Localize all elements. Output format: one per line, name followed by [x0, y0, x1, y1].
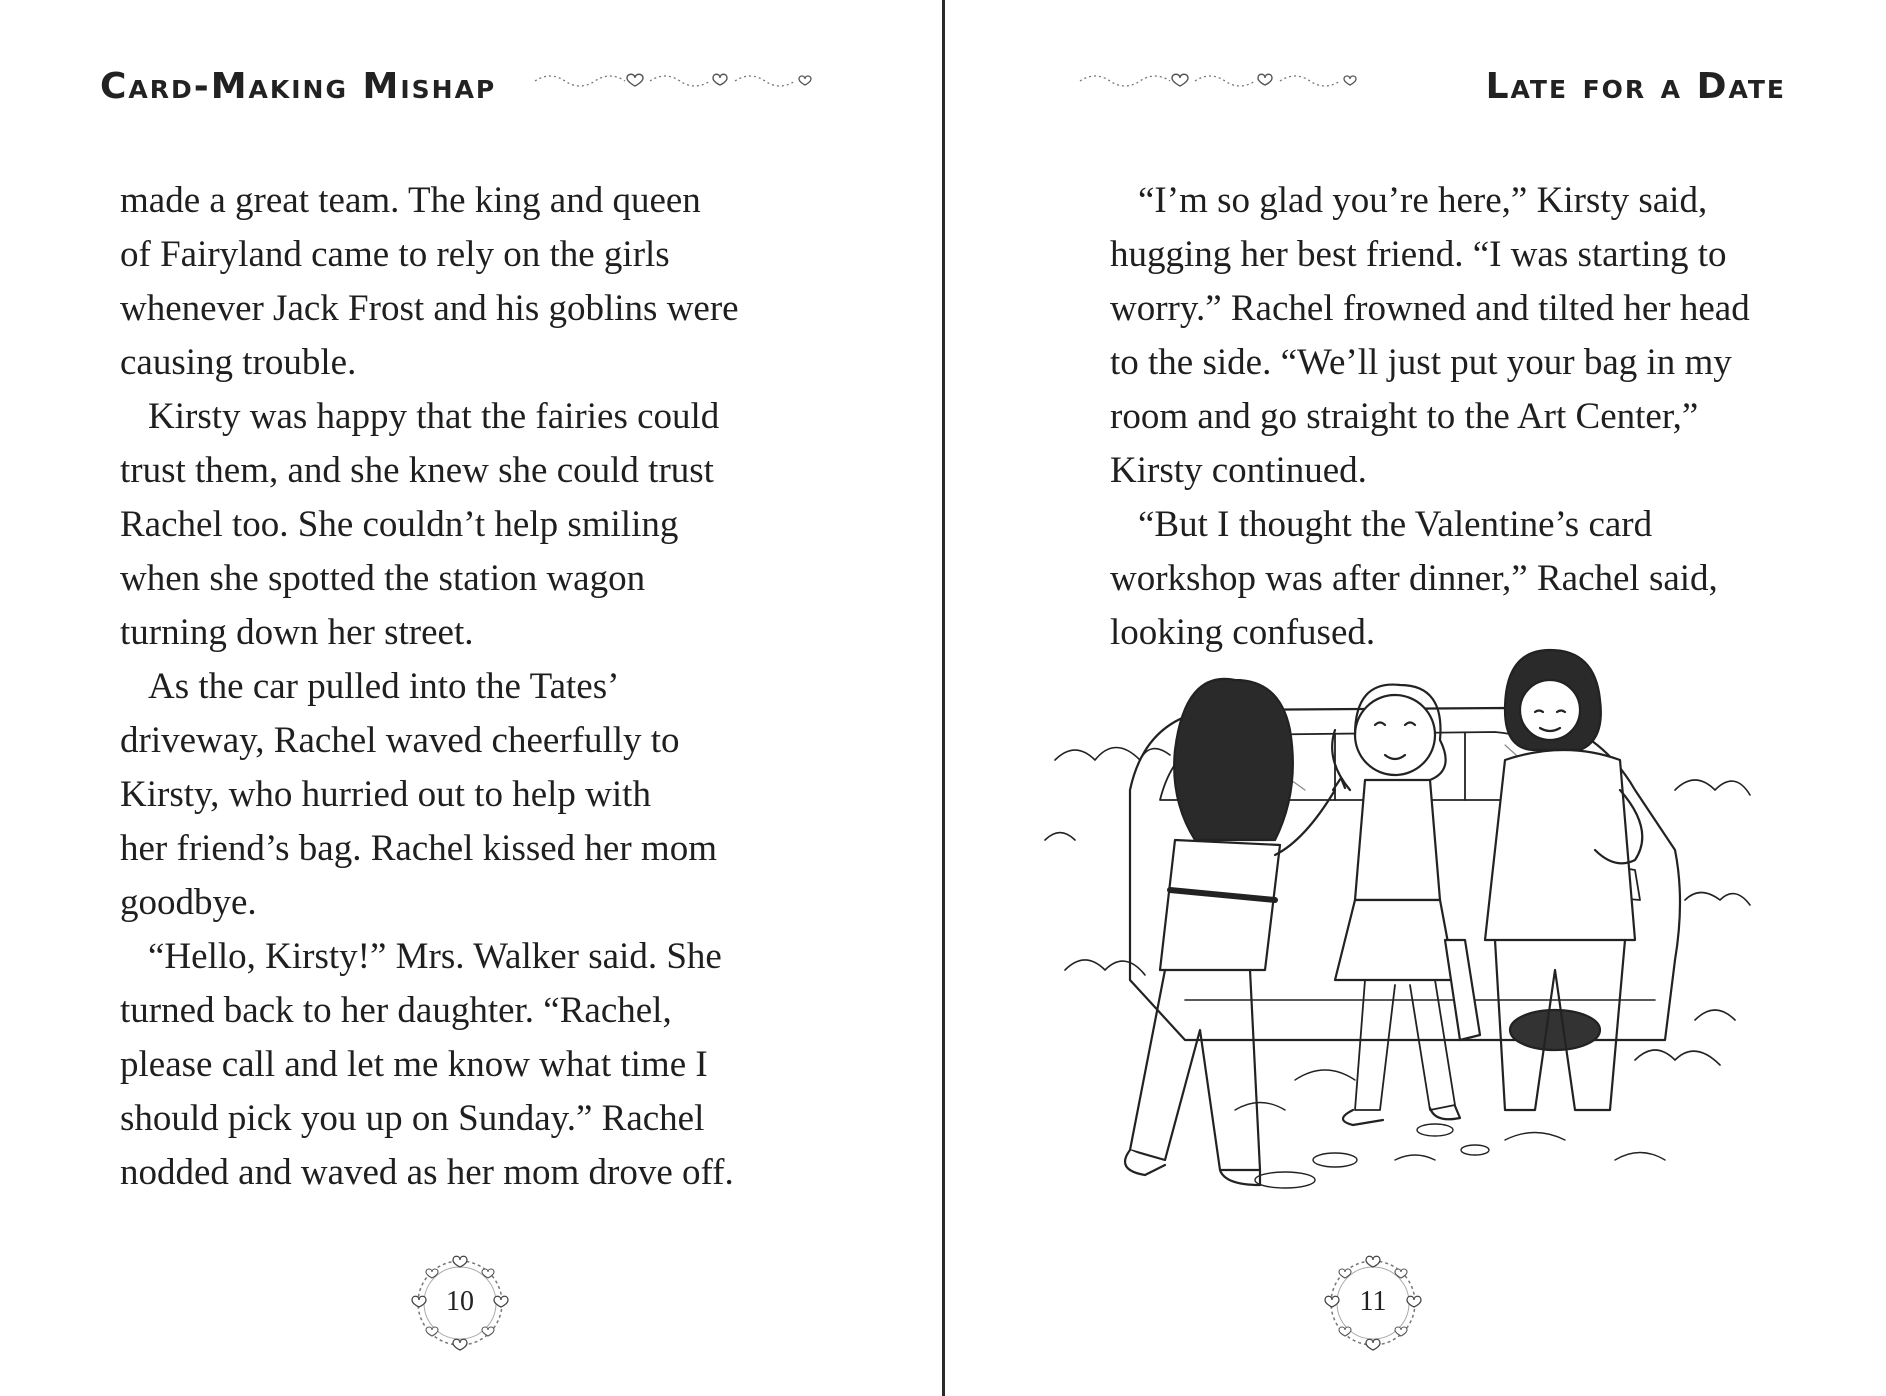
- text-line: made a great team. The king and queen: [120, 180, 701, 221]
- chapter-header-right: Late for a Date: [1485, 66, 1786, 107]
- text-line: please call and let me know what time I: [120, 1044, 708, 1085]
- text-line: goodbye.: [120, 882, 257, 923]
- text-line: room and go straight to the Art Center,”: [1110, 396, 1699, 437]
- page-number-left: [405, 1248, 515, 1358]
- text-line: whenever Jack Frost and his goblins were: [120, 288, 739, 329]
- text-line: to the side. “We’ll just put your bag in my: [1110, 342, 1732, 383]
- text-line: turning down her street.: [120, 612, 474, 653]
- heart-swirl-ornament-icon: [530, 66, 820, 96]
- text-line: Kirsty, who hurried out to help with: [120, 774, 651, 815]
- text-line: turned back to her daughter. “Rachel,: [120, 990, 672, 1031]
- text-line: nodded and waved as her mom drove off.: [120, 1152, 734, 1193]
- text-line: driveway, Rachel waved cheerfully to: [120, 720, 680, 761]
- body-text-left: [120, 174, 820, 1200]
- right-page: [945, 0, 1886, 1396]
- text-line: As the car pulled into the Tates’: [148, 666, 620, 707]
- text-line: causing trouble.: [120, 342, 357, 383]
- text-line: Kirsty continued.: [1110, 450, 1367, 491]
- text-line: workshop was after dinner,” Rachel said,: [1110, 558, 1718, 599]
- text-line: looking confused.: [1110, 612, 1376, 653]
- body-text-right: [1110, 174, 1810, 660]
- text-line: “But I thought the Valentine’s card: [1138, 504, 1653, 545]
- page-number: 10: [446, 1286, 474, 1317]
- text-line: Rachel too. She couldn’t help smiling: [120, 504, 679, 545]
- text-line: when she spotted the station wagon: [120, 558, 646, 599]
- text-line: should pick you up on Sunday.” Rachel: [120, 1098, 705, 1139]
- text-line: hugging her best friend. “I was starting to: [1110, 234, 1727, 275]
- page-number-right: [1318, 1248, 1428, 1358]
- heart-swirl-ornament-icon: [1075, 66, 1365, 96]
- text-line: of Fairyland came to rely on the girls: [120, 234, 670, 275]
- text-line: worry.” Rachel frowned and tilted her head: [1110, 288, 1750, 329]
- girls-greeting-by-station-wagon-illustration: [1035, 640, 1755, 1220]
- text-line: Kirsty was happy that the fairies could: [148, 396, 720, 437]
- page-number: 11: [1359, 1286, 1387, 1317]
- text-line: her friend’s bag. Rachel kissed her mom: [120, 828, 717, 869]
- text-line: “I’m so glad you’re here,” Kirsty said,: [1138, 180, 1708, 221]
- text-line: “Hello, Kirsty!” Mrs. Walker said. She: [148, 936, 722, 977]
- text-line: trust them, and she knew she could trust: [120, 450, 714, 491]
- chapter-header-left: Card-Making Mishap: [100, 66, 497, 107]
